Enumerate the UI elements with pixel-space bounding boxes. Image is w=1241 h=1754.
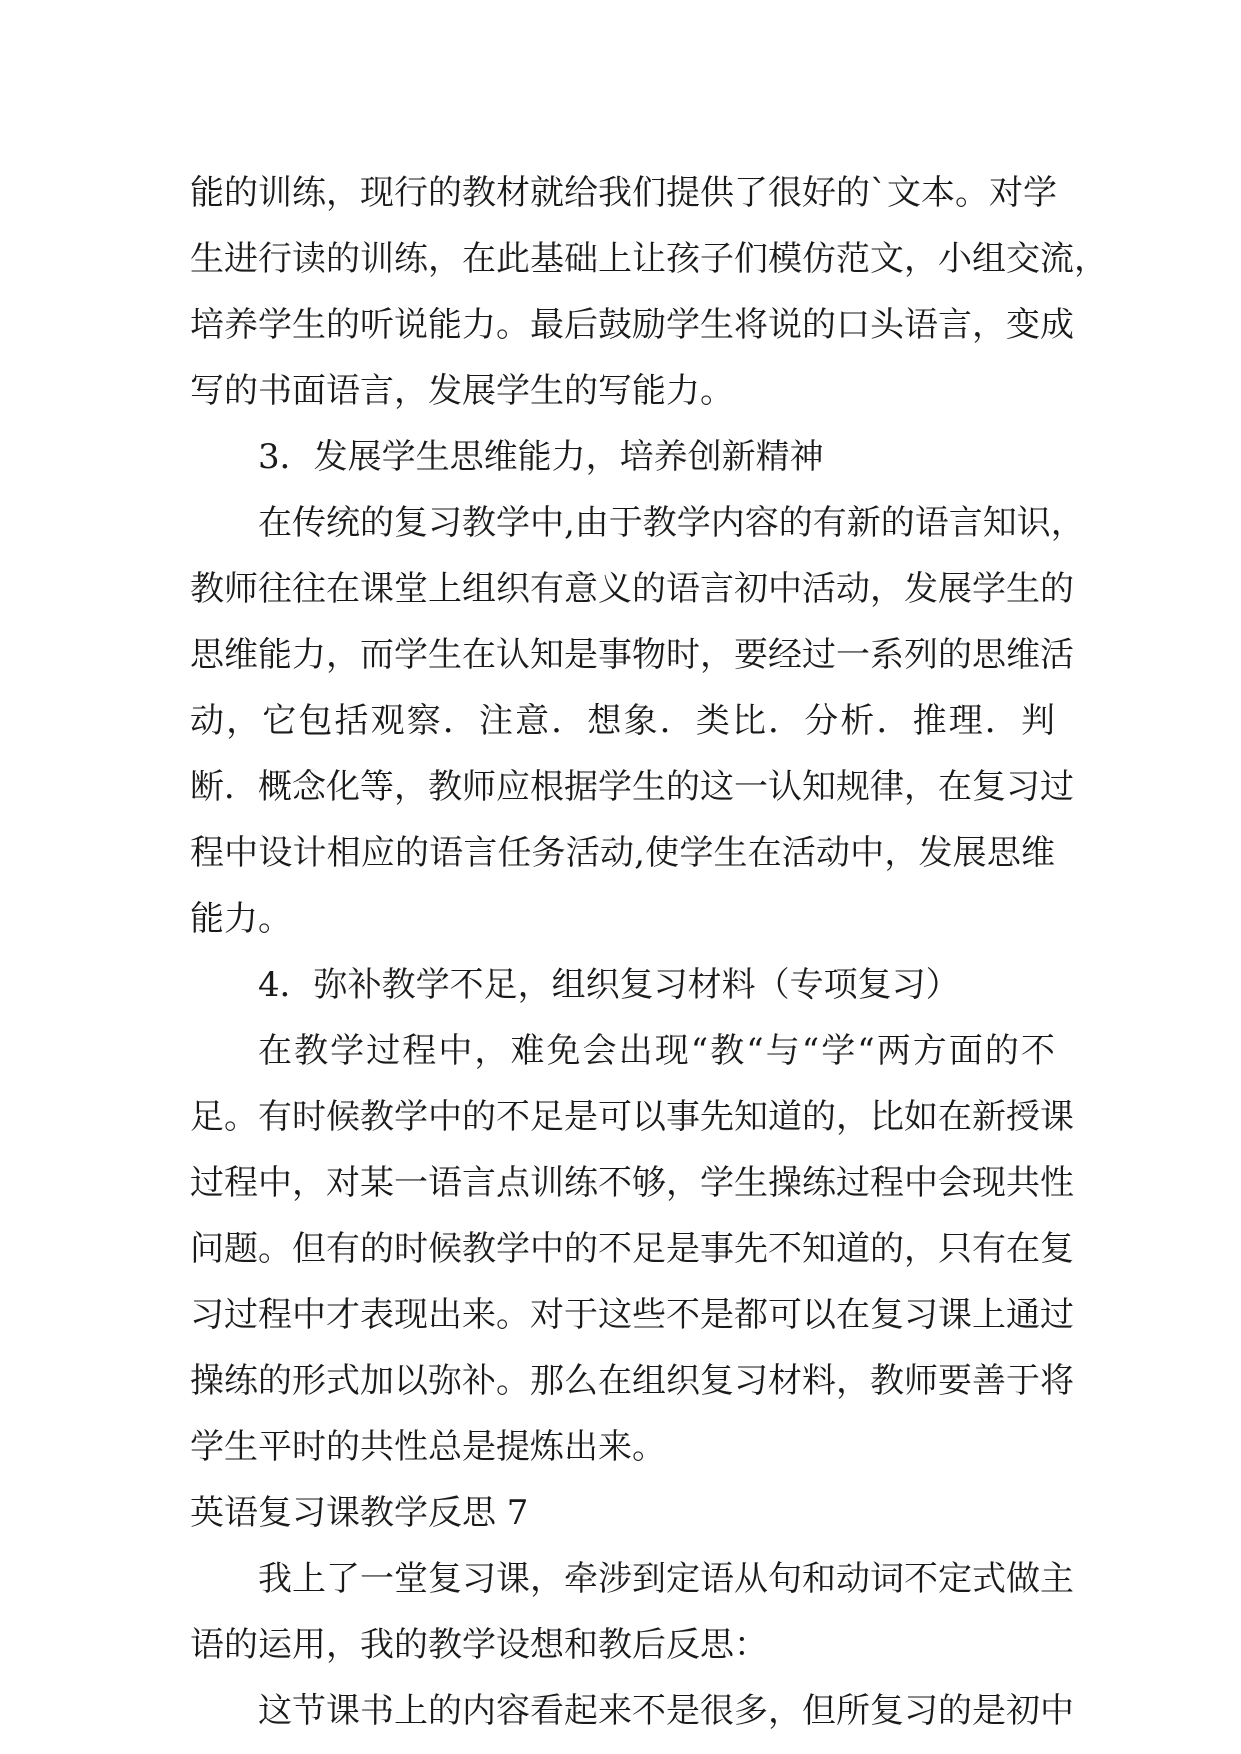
text-line: 能力。 xyxy=(190,899,292,939)
document-title: 英语复习课教学反思 7 xyxy=(190,1493,529,1533)
text-line: 断．概念化等，教师应根据学生的这一认知规律，在复习过 xyxy=(190,767,1074,807)
section-heading: 3．发展学生思维能力，培养创新精神 xyxy=(258,437,824,477)
document-body xyxy=(190,160,1108,1744)
text-line: 足。有时候教学中的不足是可以事先知道的，比如在新授课 xyxy=(190,1097,1074,1137)
text-line: 在教学过程中，难免会出现“教“与“学“两方面的不 xyxy=(258,1031,1055,1071)
text-line: 过程中，对某一语言点训练不够，学生操练过程中会现共性 xyxy=(190,1163,1074,1203)
text-line: 在传统的复习教学中,由于教学内容的有新的语言知识， xyxy=(258,503,1085,543)
text-line: 培养学生的听说能力。最后鼓励学生将说的口头语言，变成 xyxy=(190,305,1074,345)
section-heading: 4．弥补教学不足，组织复习材料（专项复习） xyxy=(258,965,960,1005)
text-line: 学生平时的共性总是提炼出来。 xyxy=(190,1427,666,1467)
text-line: 习过程中才表现出来。对于这些不是都可以在复习课上通过 xyxy=(190,1295,1074,1335)
text-line: 语的运用，我的教学设想和教后反思： xyxy=(190,1625,768,1665)
text-line: 思维能力，而学生在认知是事物时，要经过一系列的思维活 xyxy=(190,635,1074,675)
text-line: 程中设计相应的语言任务活动,使学生在活动中，发展思维 xyxy=(190,833,1055,873)
text-line: 我上了一堂复习课，牵涉到定语从句和动词不定式做主 xyxy=(258,1559,1074,1599)
text-line: 能的训练，现行的教材就给我们提供了很好的`文本。对学 xyxy=(190,173,1057,213)
text-line: 教师往往在课堂上组织有意义的语言初中活动，发展学生的 xyxy=(190,569,1074,609)
text-line: 动，它包括观察．注意．想象．类比．分析．推理．判 xyxy=(190,701,1055,741)
text-line: 生进行读的训练，在此基础上让孩子们模仿范文，小组交流， xyxy=(190,239,1108,279)
text-line: 操练的形式加以弥补。那么在组织复习材料，教师要善于将 xyxy=(190,1361,1074,1401)
text-line: 问题。但有的时候教学中的不足是事先不知道的，只有在复 xyxy=(190,1229,1074,1269)
text-line: 这节课书上的内容看起来不是很多，但所复习的是初中 xyxy=(258,1691,1074,1731)
text-line: 写的书面语言，发展学生的写能力。 xyxy=(190,371,734,411)
